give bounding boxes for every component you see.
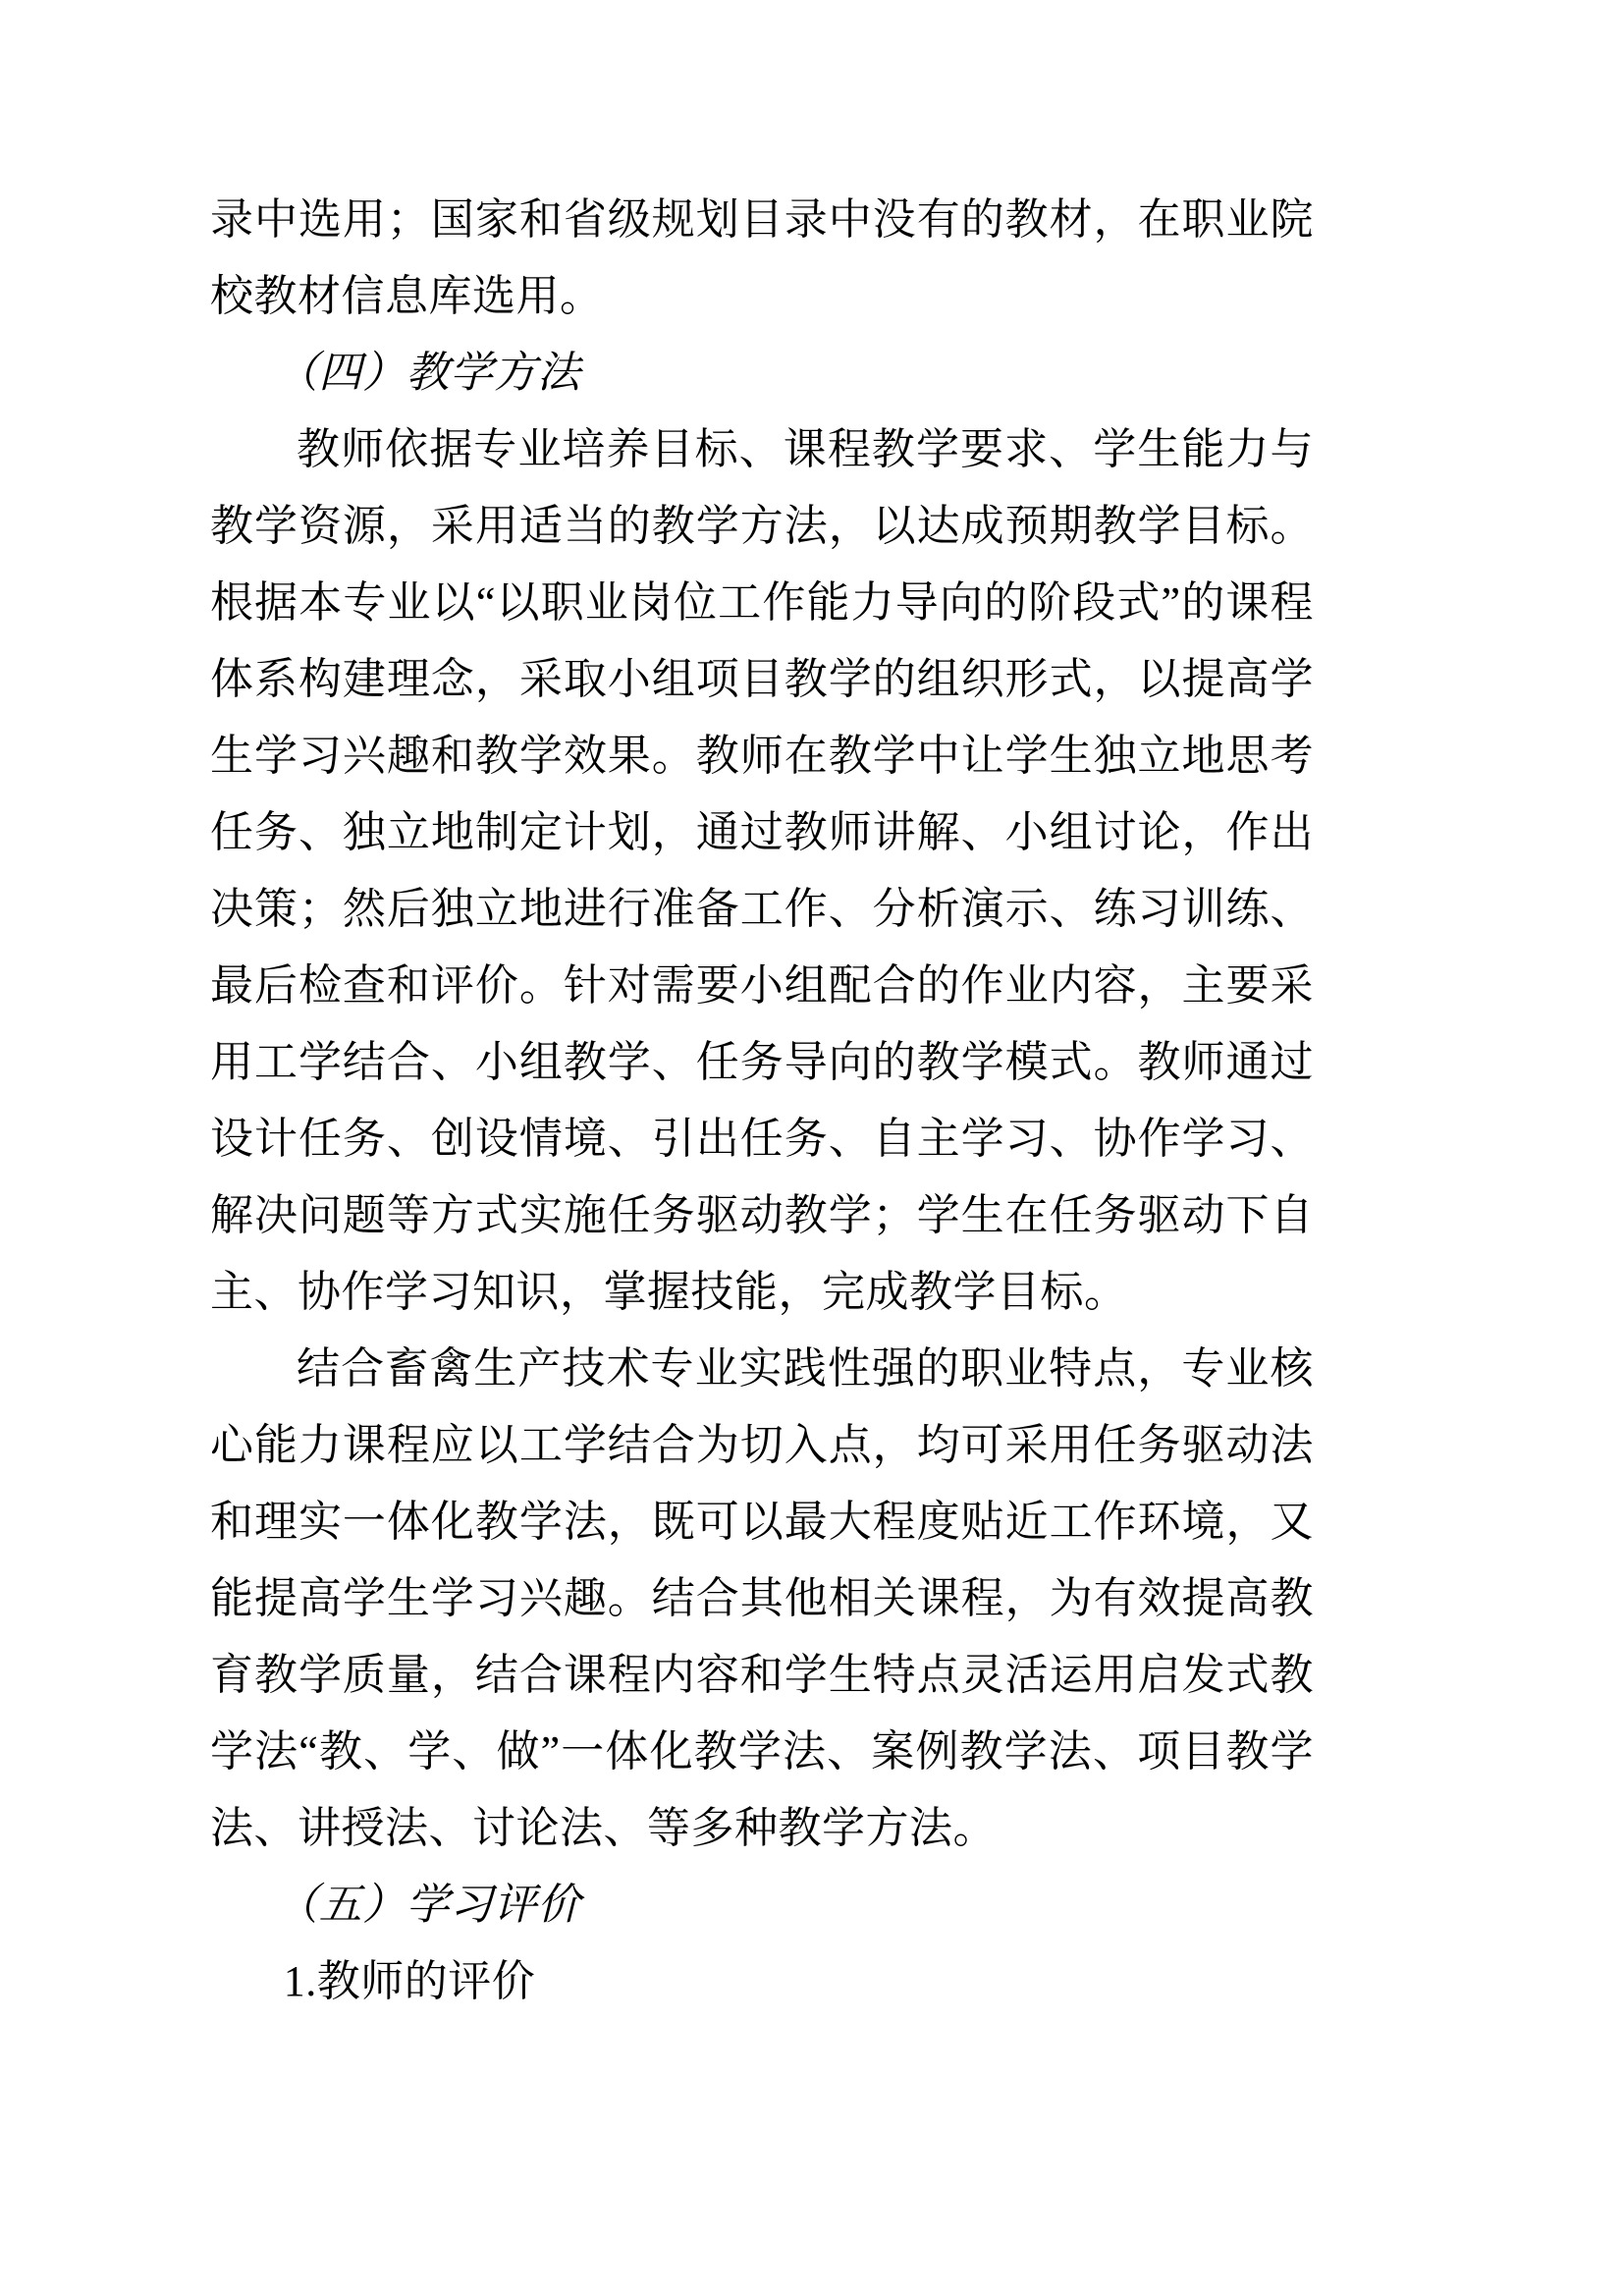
paragraph-course-teaching-approaches: 结合畜禽生产技术专业实践性强的职业特点，专业核心能力课程应以工学结合为切入点，均可采用任务驱动法和理实一体化教学法，既可以最大程度贴近工作环境，又能提高学生学习兴趣。结合其他相关课程，为有效提高教育教学质量，结合课程内容和学生特点灵活运用启发式教学法“教、学、做”一体化教学法、案例教学法、项目教学法、讲授法、讨论法、等多种教学方法。	[210, 1344, 1314, 1852]
section-heading-learning-evaluation: （五）学习评价	[275, 1881, 581, 1929]
document-content	[210, 182, 1314, 2020]
list-item-teacher-evaluation: 1.教师的评价	[283, 1957, 536, 2005]
paragraph-textbook-selection-continuation: 录中选用；国家和省级规划目录中没有的教材，在职业院校教材信息库选用。	[210, 195, 1314, 320]
paragraph-teaching-methods-detail: 教师依据专业培养目标、课程教学要求、学生能力与教学资源，采用适当的教学方法，以达成预期教学目标。根据本专业以“以职业岗位工作能力导向的阶段式”的课程体系构建理念，采取小组项目教学的组织形式，以提高学生学习兴趣和教学效果。教师在教学中让学生独立地思考任务、独立地制定计划，通过教师讲解、小组讨论，作出决策；然后独立地进行准备工作、分析演示、练习训练、最后检查和评价。针对需要小组配合的作业内容，主要采用工学结合、小组教学、任务导向的教学模式。教师通过设计任务、创设情境、引出任务、自主学习、协作学习、解决问题等方式实施任务驱动教学；学生在任务驱动下自主、协作学习知识，掌握技能，完成教学目标。	[210, 425, 1314, 1316]
section-heading-teaching-methods: （四）教学方法	[275, 349, 581, 397]
